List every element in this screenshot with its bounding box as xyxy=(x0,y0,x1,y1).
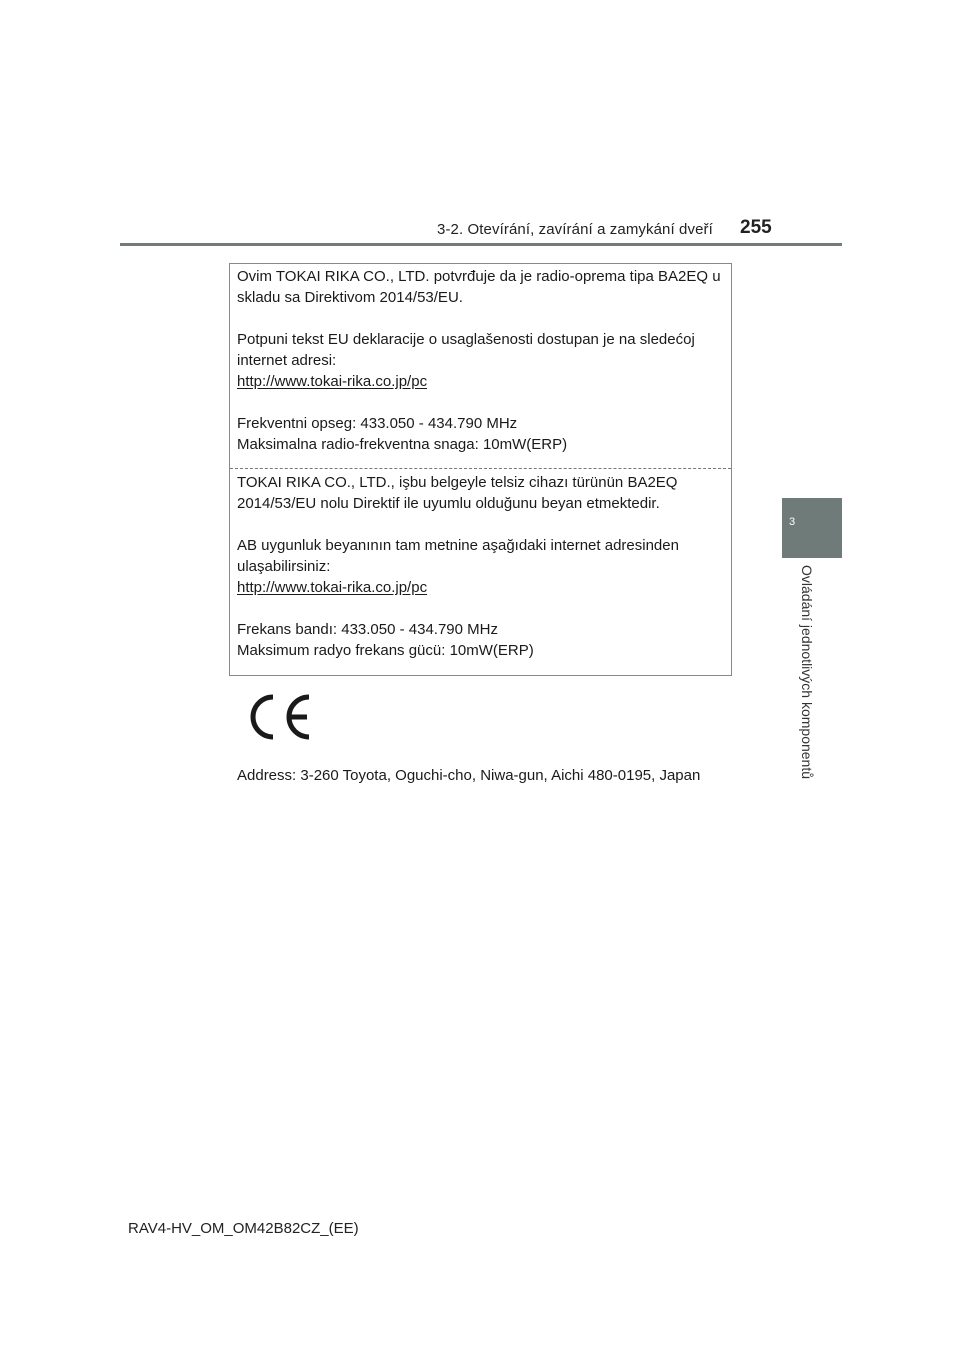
power-text: Maksimalna radio-frekventna snaga: 10mW(ERP) xyxy=(237,436,568,453)
declaration-turkish xyxy=(237,472,727,661)
declaration-serbian xyxy=(237,266,727,455)
manufacturer-address: Address: 3-260 Toyota, Oguchi-cho, Niwa-gun, Aichi 480-0195, Japan xyxy=(237,767,701,784)
declaration-link[interactable]: http://www.tokai-rika.co.jp/pc xyxy=(237,579,428,596)
declaration-box xyxy=(229,263,732,676)
declaration-intro xyxy=(237,329,727,392)
chapter-tab xyxy=(782,498,842,558)
ce-mark-icon xyxy=(245,691,313,743)
radio-specs xyxy=(237,619,727,661)
statement-text: Ovim TOKAI RIKA CO., LTD. potvrđuje da je radio-oprema tipa BA2EQ u skladu sa Direktivom 2014/53/EU. xyxy=(237,268,721,306)
chapter-title: Ovládání jednotlivých komponentů xyxy=(799,565,815,780)
frequency-text: Frekans bandı: 433.050 - 434.790 MHz xyxy=(237,621,498,638)
section-title: 3-2. Otevírání, zavírání a zamykání dveří xyxy=(437,221,713,238)
declaration-intro-text: Potpuni tekst EU deklaracije o usaglašenosti dostupan je na sledećoj internet adresi: xyxy=(237,331,695,369)
statement-text: TOKAI RIKA CO., LTD., işbu belgeyle telsiz cihazı türünün BA2EQ 2014/53/EU nolu Direktif ile uyumlu olduğunu beyan etmektedir. xyxy=(237,474,678,512)
declaration-intro-text: AB uygunluk beyanının tam metnine aşağıdaki internet adresinden ulaşabilirsiniz: xyxy=(237,537,679,575)
power-text: Maksimum radyo frekans gücü: 10mW(ERP) xyxy=(237,642,534,659)
section-divider xyxy=(230,468,731,469)
header-divider xyxy=(120,243,842,246)
chapter-number: 3 xyxy=(789,516,796,528)
page-number: 255 xyxy=(740,217,772,238)
declaration-link[interactable]: http://www.tokai-rika.co.jp/pc xyxy=(237,373,428,390)
document-code: RAV4-HV_OM_OM42B82CZ_(EE) xyxy=(128,1220,359,1237)
declaration-intro xyxy=(237,535,727,598)
frequency-text: Frekventni opseg: 433.050 - 434.790 MHz xyxy=(237,415,518,432)
radio-specs xyxy=(237,413,727,455)
